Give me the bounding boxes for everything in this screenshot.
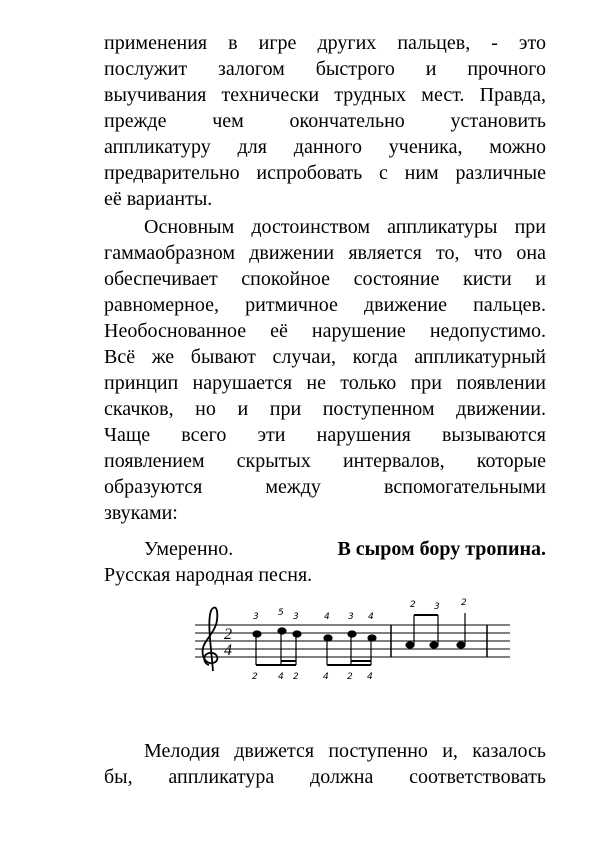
text-line: равномерное, ритмичное движение пальцев. xyxy=(104,294,546,316)
fingering-above: 3 xyxy=(434,602,440,612)
fingering-below: 4 xyxy=(323,672,329,682)
fingering-below: 2 xyxy=(347,672,353,682)
text-line: Основным достоинством аппликатуры при xyxy=(144,216,546,238)
fingering-above: 4 xyxy=(324,612,330,622)
fingering-above: 4 xyxy=(368,612,374,622)
fingering-above: 5 xyxy=(278,608,284,618)
fingering-below: 4 xyxy=(367,672,373,682)
text-line: Всё же бывают случаи, когда аппликатурный xyxy=(104,346,546,368)
text-line: послужит залогом быстрого и прочного xyxy=(104,58,546,80)
text-line: Чаще всего эти нарушения вызываются xyxy=(104,424,546,446)
text-line: аппликатуру для данного ученика, можно xyxy=(104,136,546,158)
fingering-above: 2 xyxy=(410,600,416,610)
text-line: звуками: xyxy=(104,502,178,524)
text-line: выучивания технически трудных мест. Правда, xyxy=(104,84,546,106)
text-line: обеспечивает спокойное состояние кисти и xyxy=(104,268,546,290)
song-subtitle: Русская народная песня. xyxy=(104,564,313,586)
tempo-marking: Умеренно. xyxy=(144,538,234,560)
text-line: Мелодия движется поступенно и, казалось xyxy=(144,740,546,762)
time-signature-bottom: 4 xyxy=(224,642,232,659)
music-staff xyxy=(195,597,510,687)
fingering-above: 2 xyxy=(461,598,467,608)
fingering-above: 3 xyxy=(348,612,354,622)
music-heading xyxy=(104,536,546,562)
text-line: скачков, но и при поступенном движении. xyxy=(104,398,546,420)
text-line: принцип нарушается не только при появлении xyxy=(104,372,546,394)
text-line: прежде чем окончательно установить xyxy=(104,110,546,132)
fingering-below: 4 xyxy=(278,672,284,682)
fingering-above: 3 xyxy=(293,612,299,622)
time-signature-top: 2 xyxy=(224,626,232,643)
fingering-above: 3 xyxy=(253,612,259,622)
text-line: появлением скрытых интервалов, которые xyxy=(104,450,546,472)
song-title: В сыром бору тропина. xyxy=(337,538,546,560)
text-line: Необоснованное её нарушение недопустимо. xyxy=(104,320,546,342)
text-line: образуются между вспомогательными xyxy=(104,476,546,498)
fingering-below: 2 xyxy=(293,672,299,682)
text-line: применения в игре других пальцев, - это xyxy=(104,32,546,54)
fingering-below: 2 xyxy=(252,672,258,682)
treble-clef-icon xyxy=(203,608,218,671)
text-line: гаммаобразном движении является то, что она xyxy=(104,242,546,264)
text-line: предварительно испробовать с ним различные xyxy=(104,162,546,184)
text-line: бы, аппликатура должна соответствовать xyxy=(104,766,546,788)
text-line: её варианты. xyxy=(104,188,213,210)
